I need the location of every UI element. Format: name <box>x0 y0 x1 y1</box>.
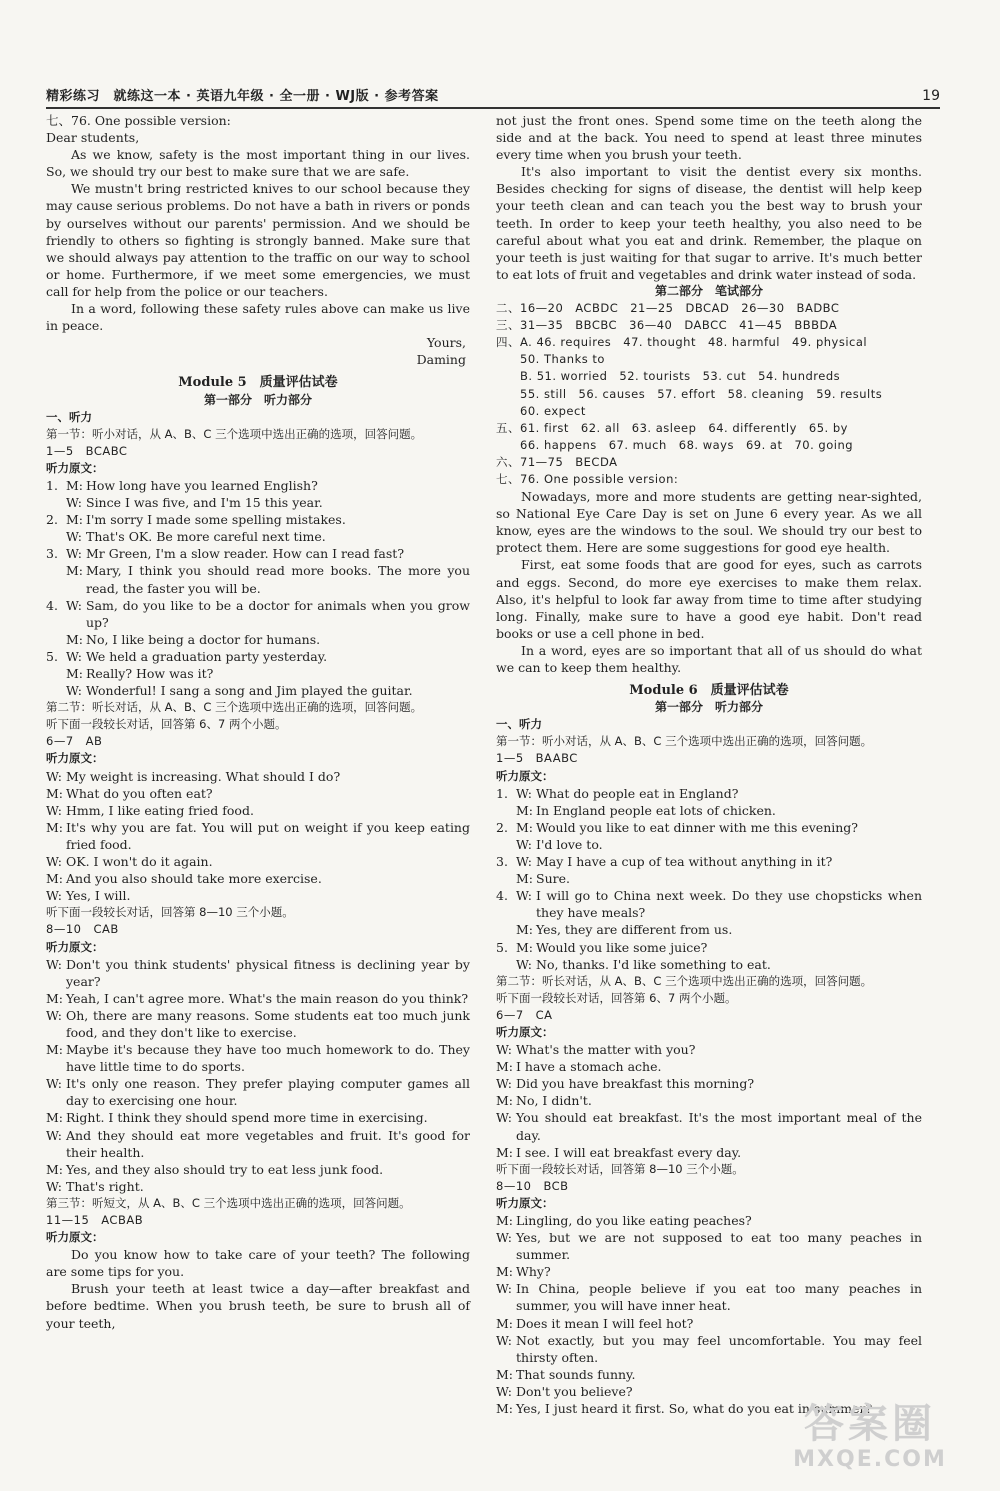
dialog-line <box>496 785 922 802</box>
item-number: 3. <box>496 854 508 870</box>
dialog-line <box>46 1161 470 1178</box>
answer-line: 8—10 CAB <box>46 922 119 937</box>
item-number: 4. <box>496 888 508 904</box>
dialog-line <box>46 1127 470 1161</box>
speaker: M: <box>66 477 84 493</box>
dialog-6-7 <box>496 1041 922 1161</box>
dialog-text: Since I was five, and I'm 15 this year. <box>86 495 323 511</box>
sub-instruction: 听下面一段较长对话，回答第 8—10 三个小题。 <box>496 1161 744 1176</box>
item-number <box>46 494 66 511</box>
dialog-line <box>496 1366 922 1383</box>
dialog-text: Not exactly, but you may feel uncomfortable. You may feel thirsty often. <box>516 1332 922 1365</box>
answer-line: 1—5 BCABC <box>46 443 128 458</box>
dialog-line <box>46 1109 470 1126</box>
speaker: W: <box>46 768 62 784</box>
essay-signature: Daming <box>416 352 466 368</box>
dialog-text: Hmm, I like eating fried food. <box>66 802 254 818</box>
right-column <box>496 112 922 1417</box>
dialog-line <box>496 1383 922 1400</box>
dialog-text: Oh, there are many reasons. Some students eat too much junk food, and they don't like to exercise. <box>66 1007 470 1040</box>
dialog-text: Maybe it's because they have too much homework to do. They have little time to do sports. <box>66 1042 470 1075</box>
speaker: M: <box>496 1315 514 1331</box>
dialog-text: I will go to China next week. Do they use chopsticks when they have meals? <box>536 888 922 921</box>
item-number: 5. <box>46 648 58 664</box>
dialog-line <box>46 870 470 887</box>
dialog-line <box>46 887 470 904</box>
speaker: M: <box>46 990 64 1006</box>
dialog-8-10 <box>496 1212 922 1417</box>
dialog-line <box>496 956 922 973</box>
part-title: 第一部分 听力部分 <box>654 700 763 715</box>
speaker: W: <box>46 1127 62 1143</box>
speaker: M: <box>516 802 534 818</box>
passage-paragraph: Brush your teeth at least twice a day—after breakfast and before bedtime. When you brush teeth, be sure to brush all of your teeth, <box>46 1281 470 1331</box>
dialog-line <box>46 477 470 494</box>
answer-line: 6—7 CA <box>496 1007 553 1022</box>
essay-greeting: Dear students, <box>46 130 140 146</box>
answer-line: 55. still 56. causes 57. effort 58. cleaning 59. results <box>496 386 883 401</box>
dialog-line <box>46 494 470 511</box>
dialog-text: What do you often eat? <box>66 785 213 801</box>
dialog-text: Sure. <box>536 871 570 887</box>
item-number <box>496 956 516 973</box>
speaker: W: <box>496 1042 512 1058</box>
speaker: W: <box>46 1178 62 1194</box>
dialog-text: Sam, do you like to be a doctor for animals when you grow up? <box>86 597 470 630</box>
dialog-line <box>46 956 470 990</box>
answer-line: 六、71—75 BECDA <box>496 454 618 469</box>
answer-line: 二、16—20 ACBDC 21—25 DBCAD 26—30 BADBC <box>496 301 840 316</box>
item-number <box>46 528 66 545</box>
speaker: M: <box>496 1264 514 1280</box>
dialog-line <box>46 819 470 853</box>
dialog-6-7 <box>46 768 470 905</box>
module-title: Module 5 质量评估试卷 <box>178 375 338 391</box>
answer-line: 三、31—35 BBCBC 36—40 DABCC 41—45 BBBDA <box>496 318 838 333</box>
dialog-text: Does it mean I will feel hot? <box>516 1315 694 1331</box>
section-instruction: 第二节：听长对话，从 A、B、C 三个选项中选出正确的选项，回答问题。 <box>46 700 423 715</box>
speaker: W: <box>516 836 532 852</box>
essay-paragraph: First, eat some foods that are good for eyes, such as carrots and eggs. Second, do more eye exercises to make them relax. Also, it's helpful to look far away from time to time after studying long. Finally, make sure to have a good eye habit. Don't read books or use a cell phone in bed. <box>496 557 922 641</box>
watermark-text: 答案圈 <box>804 1401 936 1447</box>
essay-label: 七、76. One possible version: <box>46 113 231 128</box>
speaker: W: <box>66 683 82 699</box>
speaker: W: <box>46 854 62 870</box>
script-label: 听力原文： <box>46 460 104 475</box>
speaker: M: <box>496 1366 514 1382</box>
speaker: M: <box>46 819 64 835</box>
speaker: W: <box>516 956 532 972</box>
speaker: W: <box>496 1383 512 1399</box>
dialog-line <box>46 802 470 819</box>
dialog-line <box>46 853 470 870</box>
speaker: W: <box>46 802 62 818</box>
answer-line: 四、A. 46. requires 47. thought 48. harmful 49. physical <box>496 335 868 350</box>
dialog-line <box>46 665 470 682</box>
dialog-line <box>496 1075 922 1092</box>
dialog-text: Yes, they are different from us. <box>536 922 733 938</box>
section-instruction: 第一节：听小对话，从 A、B、C 三个选项中选出正确的选项，回答问题。 <box>46 426 423 441</box>
dialog-text: Mary, I think you should read more books. The more you read, the faster you will be. <box>86 563 470 596</box>
section-instruction: 第二节：听长对话，从 A、B、C 三个选项中选出正确的选项，回答问题。 <box>496 973 873 988</box>
answer-line: B. 51. worried 52. tourists 53. cut 54. hundreds <box>496 369 841 384</box>
speaker: W: <box>46 1007 62 1023</box>
speaker: M: <box>46 1042 64 1058</box>
essay-closing: Yours, <box>426 335 466 351</box>
dialog-line <box>496 1041 922 1058</box>
speaker: W: <box>516 785 532 801</box>
dialog-line <box>46 768 470 785</box>
dialog-8-10 <box>46 956 470 1195</box>
essay-paragraph: In a word, following these safety rules above can make us live in peace. <box>46 301 470 334</box>
dialog-text: Lingling, do you like eating peaches? <box>516 1213 752 1228</box>
dialog-text: I'd love to. <box>536 836 603 852</box>
dialog-text: Yes, but we are not supposed to eat too many peaches in summer. <box>516 1230 922 1263</box>
part-title: 第一部分 听力部分 <box>203 392 312 407</box>
answer-line: 6—7 AB <box>46 734 103 749</box>
script-label: 听力原文： <box>496 768 554 783</box>
speaker: W: <box>516 854 532 870</box>
dialog-text: I see. I will eat breakfast every day. <box>516 1144 742 1160</box>
passage-paragraph: It's also important to visit the dentist every six months. Besides checking for signs of disease, the dentist will help keep your teeth clean and can teach you the best way to brush your teeth. In order to keep your teeth healthy, you also need to be careful about what you eat and drink. Remember, the plaque on your teeth is just waiting for that sugar to arrive. It's much better to eat lots of fruit and vegetables and drink water instead of soda. <box>496 164 922 282</box>
speaker: W: <box>496 1230 512 1246</box>
dialog-text: Really? How was it? <box>86 666 214 681</box>
dialog-line <box>496 1263 922 1280</box>
answer-line: 1—5 BAABC <box>496 751 578 766</box>
script-label: 听力原文： <box>46 751 104 766</box>
sub-instruction: 听下面一段较长对话，回答第 6、7 两个小题。 <box>496 990 737 1005</box>
speaker: M: <box>46 1161 64 1177</box>
dialog-line <box>46 1178 470 1195</box>
script-label: 听力原文： <box>46 1230 104 1245</box>
script-label: 听力原文： <box>496 1024 554 1039</box>
dialog-line <box>496 1212 922 1229</box>
sub-instruction: 听下面一段较长对话，回答第 8—10 三个小题。 <box>46 905 294 920</box>
dialog-line <box>46 597 470 631</box>
dialog-text: What do people eat in England? <box>536 785 739 801</box>
dialog-line <box>496 1315 922 1332</box>
answer-line: 60. expect <box>496 403 586 418</box>
short-dialogs <box>496 785 922 973</box>
speaker: M: <box>496 1093 514 1109</box>
speaker: W: <box>496 1281 512 1297</box>
speaker: M: <box>66 512 84 528</box>
dialog-line <box>46 528 470 545</box>
dialog-text: My weight is increasing. What should I do? <box>66 768 341 784</box>
answer-line: 66. happens 67. much 68. ways 69. at 70. going <box>496 437 854 452</box>
item-number: 3. <box>46 546 58 562</box>
speaker: M: <box>66 666 84 681</box>
speaker: W: <box>46 1076 62 1092</box>
dialog-line <box>46 562 470 596</box>
dialog-line <box>46 545 470 562</box>
dialog-line <box>46 511 470 528</box>
dialog-text: And they should eat more vegetables and fruit. It's good for their health. <box>66 1127 470 1160</box>
short-dialogs <box>46 477 470 699</box>
speaker: W: <box>66 597 82 613</box>
dialog-line <box>46 785 470 802</box>
speaker: W: <box>66 495 82 511</box>
item-number: 1. <box>496 785 508 801</box>
dialog-text: Don't you think students' physical fitness is declining year by year? <box>66 956 470 989</box>
dialog-text: I have a stomach ache. <box>516 1059 662 1075</box>
module-title: Module 6 质量评估试卷 <box>629 683 789 699</box>
dialog-line <box>496 1058 922 1075</box>
dialog-text: And you also should take more exercise. <box>66 871 322 887</box>
script-label: 听力原文： <box>46 939 104 954</box>
dialog-line <box>496 1144 922 1161</box>
answer-line: 11—15 ACBAB <box>46 1213 144 1227</box>
answer-line: 七、76. One possible version: <box>496 471 679 486</box>
speaker: W: <box>496 1110 512 1126</box>
speaker: M: <box>46 785 64 801</box>
answer-line: 五、61. first 62. all 63. asleep 64. differently 65. by <box>496 420 848 435</box>
speaker: M: <box>496 1401 514 1417</box>
dialog-line <box>46 990 470 1007</box>
dialog-line <box>46 1007 470 1041</box>
dialog-text: It's only one reason. They prefer playing computer games all day to exercising one hour. <box>66 1076 470 1109</box>
speaker: M: <box>496 1144 514 1160</box>
dialog-line <box>496 836 922 853</box>
speaker: W: <box>66 546 82 562</box>
dialog-text: Yeah, I can't agree more. What's the main reason do you think? <box>66 990 469 1006</box>
answer-key <box>496 300 922 488</box>
section-instruction: 第一节：听小对话，从 A、B、C 三个选项中选出正确的选项，回答问题。 <box>496 734 873 749</box>
dialog-text: We held a graduation party yesterday. <box>86 648 328 664</box>
item-number <box>496 870 516 887</box>
dialog-line <box>46 648 470 665</box>
dialog-text: Why? <box>516 1264 551 1280</box>
watermark-url: MXQE.COM <box>793 1447 947 1472</box>
section-instruction: 第三节：听短文，从 A、B、C 三个选项中选出正确的选项，回答问题。 <box>46 1195 411 1210</box>
item-number <box>46 665 66 682</box>
dialog-line <box>46 1041 470 1075</box>
dialog-line <box>496 939 922 956</box>
essay-paragraph: We mustn't bring restricted knives to our school because they may cause serious problems. Do not have a bath in rivers or ponds by ourselves without our parents' permission. And we should be friendly to others so fighting is strongly banned. Make sure that we should always pay attention to the traffic on our way to school or home. Furthermore, if we meet some emergencies, we must call for help from the police or our teachers. <box>46 181 470 299</box>
dialog-line <box>46 1075 470 1109</box>
dialog-text: It's why you are fat. You will put on weight if you keep eating fried food. <box>66 819 470 852</box>
speaker: M: <box>66 631 84 647</box>
speaker: M: <box>516 922 534 938</box>
dialog-text: In England people eat lots of chicken. <box>536 802 776 818</box>
essay-paragraph: In a word, eyes are so important that all of us should do what we can to keep them healthy. <box>496 642 922 675</box>
dialog-text: No, I didn't. <box>516 1093 592 1109</box>
item-number: 2. <box>496 819 508 835</box>
dialog-line <box>496 1092 922 1109</box>
part-title: 第二部分 笔试部分 <box>654 283 763 298</box>
dialog-text: You should eat breakfast. It's the most important meal of the day. <box>516 1110 922 1143</box>
dialog-text: I'm sorry I made some spelling mistakes. <box>86 512 346 528</box>
section-heading: 一、听力 <box>46 409 92 424</box>
speaker: W: <box>66 529 82 545</box>
item-number <box>46 682 66 699</box>
item-number: 2. <box>46 512 58 528</box>
speaker: W: <box>516 888 532 904</box>
dialog-line <box>496 870 922 887</box>
item-number: 1. <box>46 477 58 493</box>
dialog-line <box>496 1332 922 1366</box>
dialog-text: OK. I won't do it again. <box>66 854 213 870</box>
dialog-text: May I have a cup of tea without anything in it? <box>536 854 833 870</box>
answer-line: 8—10 BCB <box>496 1178 569 1193</box>
left-column <box>46 112 470 1332</box>
dialog-text: Would you like to eat dinner with me this evening? <box>536 819 859 835</box>
dialog-text: That's right. <box>66 1178 144 1194</box>
dialog-text: Don't you believe? <box>516 1383 633 1399</box>
page-header <box>46 78 940 109</box>
dialog-text: Yes, and they also should try to eat less junk food. <box>66 1161 384 1177</box>
page-number: 19 <box>922 88 940 104</box>
speaker: W: <box>496 1332 512 1348</box>
item-number <box>46 631 66 648</box>
speaker: W: <box>46 956 62 972</box>
item-number <box>46 562 66 596</box>
dialog-line <box>46 631 470 648</box>
dialog-text: Would you like some juice? <box>536 939 708 955</box>
dialog-line <box>496 1229 922 1263</box>
speaker: W: <box>46 888 62 904</box>
item-number: 5. <box>496 939 508 955</box>
speaker: M: <box>516 939 534 955</box>
passage-paragraph: Do you know how to take care of your teeth? The following are some tips for you. <box>46 1247 470 1280</box>
essay-paragraph: As we know, safety is the most important thing in our lives. So, we should try our best to make sure that we are safe. <box>46 147 470 180</box>
dialog-line <box>496 802 922 819</box>
dialog-text: No, thanks. I'd like something to eat. <box>536 956 771 972</box>
dialog-text: Right. I think they should spend more time in exercising. <box>66 1110 428 1126</box>
speaker: M: <box>46 1110 64 1126</box>
dialog-text: Yes, I just heard it first. So, what do you eat in summer? <box>516 1401 873 1417</box>
dialog-line <box>496 1109 922 1143</box>
dialog-line <box>496 819 922 836</box>
dialog-text: That sounds funny. <box>516 1366 636 1382</box>
sub-instruction: 听下面一段较长对话，回答第 6、7 两个小题。 <box>46 717 287 732</box>
speaker: M: <box>496 1059 514 1075</box>
essay-paragraph: Nowadays, more and more students are getting near-sighted, so National Eye Care Day is set on June 6 every year. As we all know, eyes are the windows to the soul. We should try our best to protect them. Here are some suggestions for good eye health. <box>496 489 922 556</box>
header-title: 精彩练习 就练这一本 · 英语九年级 · 全一册 · WJ版 · 参考答案 <box>46 89 439 104</box>
item-number <box>496 921 516 938</box>
dialog-line <box>496 921 922 938</box>
watermark-logo <box>770 1401 970 1481</box>
dialog-line <box>496 1280 922 1314</box>
speaker: M: <box>496 1213 514 1228</box>
speaker: M: <box>516 871 534 887</box>
speaker: W: <box>496 1076 512 1092</box>
dialog-text: In China, people believe if you eat too many peaches in summer, you will have inner heat. <box>516 1281 922 1314</box>
script-label: 听力原文： <box>496 1195 554 1210</box>
answer-line: 50. Thanks to <box>496 352 605 367</box>
dialog-line <box>496 853 922 870</box>
dialog-text: What's the matter with you? <box>516 1042 696 1058</box>
dialog-text: Yes, I will. <box>66 888 131 904</box>
dialog-text: That's OK. Be more careful next time. <box>86 529 326 545</box>
dialog-text: No, I like being a doctor for humans. <box>86 631 321 647</box>
dialog-text: Did you have breakfast this morning? <box>516 1076 755 1092</box>
item-number: 4. <box>46 597 58 613</box>
passage-paragraph: not just the front ones. Spend some time on the teeth along the side and at the back. You need to spend at least three minutes every time when you brush your teeth. <box>496 113 922 163</box>
item-number <box>496 802 516 819</box>
dialog-line <box>46 682 470 699</box>
speaker: M: <box>46 871 64 887</box>
speaker: M: <box>66 563 84 579</box>
dialog-text: Mr Green, I'm a slow reader. How can I read fast? <box>86 546 405 562</box>
speaker: W: <box>66 648 82 664</box>
item-number <box>496 836 516 853</box>
speaker: M: <box>516 819 534 835</box>
dialog-text: Wonderful! I sang a song and Jim played the guitar. <box>86 683 413 699</box>
section-heading: 一、听力 <box>496 717 542 732</box>
dialog-text: How long have you learned English? <box>86 477 318 493</box>
dialog-line <box>496 887 922 921</box>
